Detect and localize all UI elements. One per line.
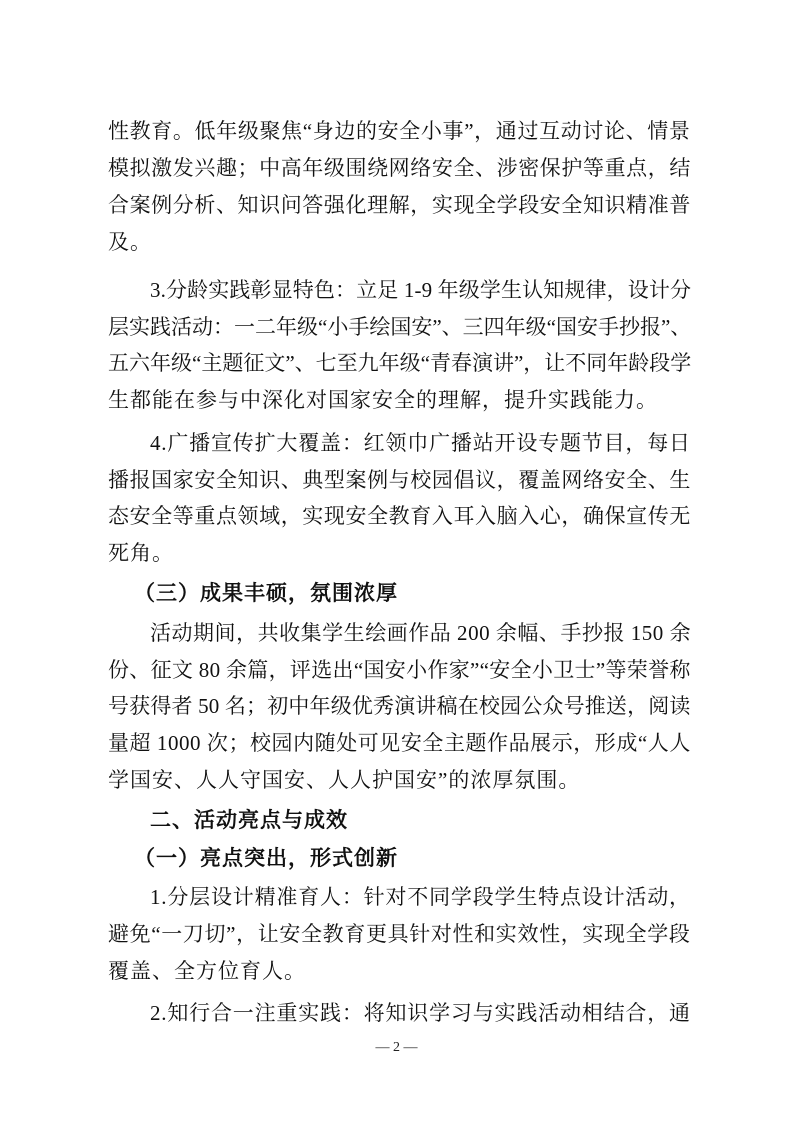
body-text-line: 及。 [108,230,152,254]
body-text-line: 覆盖、全方位育人。 [108,959,306,983]
body-text-line: 播报国家安全知识、典型案例与校园倡议，覆盖网络安全、生 [108,468,691,492]
body-text-line: 生都能在参与中深化对国家安全的理解，提升实践能力。 [108,388,658,412]
section-heading-3: （三）成果丰硕，氛围浓厚 [134,581,398,605]
body-text-line: 份、征文 80 余篇，评选出“国安小作家”“安全小卫士”等荣誉称 [108,658,691,682]
list-item-4-line: 4.广播宣传扩大覆盖：红领巾广播站开设专题节目，每日 [150,431,691,455]
body-text-line: 避免“一刀切”，让安全教育更具针对性和实效性，实现全学段 [108,922,691,946]
section-heading-1: （一）亮点突出，形式创新 [134,846,398,870]
list-item-2-line: 2.知行合一注重实践：将知识学习与实践活动相结合，通 [150,1001,691,1025]
body-text-line: 模拟激发兴趣；中高年级围绕网络安全、涉密保护等重点，结 [108,156,691,180]
body-text-line: 层实践活动：一二年级“小手绘国安”、三四年级“国安手抄报”、 [108,315,692,339]
list-item-3-line: 3.分龄实践彰显特色：立足 1-9 年级学生认知规律，设计分 [150,278,692,302]
body-text-line: 态安全等重点领域，实现安全教育入耳入脑入心，确保宣传无 [108,504,691,528]
body-text-line: 量超 1000 次；校园内随处可见安全主题作品展示，形成“人人 [108,731,691,755]
body-text-line: 性教育。低年级聚焦“身边的安全小事”，通过互动讨论、情景 [108,119,691,143]
body-text-line: 死角。 [108,541,174,565]
body-text-line: 学国安、人人守国安、人人护国安”的浓厚氛围。 [108,768,581,792]
body-text-line: 五六年级“主题征文”、七至九年级“青春演讲”，让不同年龄段学 [108,351,692,375]
page-number: — 2 — [375,1040,418,1055]
list-item-1-line: 1.分层设计精准育人：针对不同学段学生特点设计活动， [150,885,691,909]
chapter-heading-2: 二、活动亮点与成效 [150,808,348,832]
body-text-line: 号获得者 50 名；初中年级优秀演讲稿在校园公众号推送，阅读 [108,694,691,718]
body-text-line: 合案例分析、知识问答强化理解，实现全学段安全知识精准普 [108,193,691,217]
body-text-line: 活动期间，共收集学生绘画作品 200 余幅、手抄报 150 余 [150,621,692,645]
